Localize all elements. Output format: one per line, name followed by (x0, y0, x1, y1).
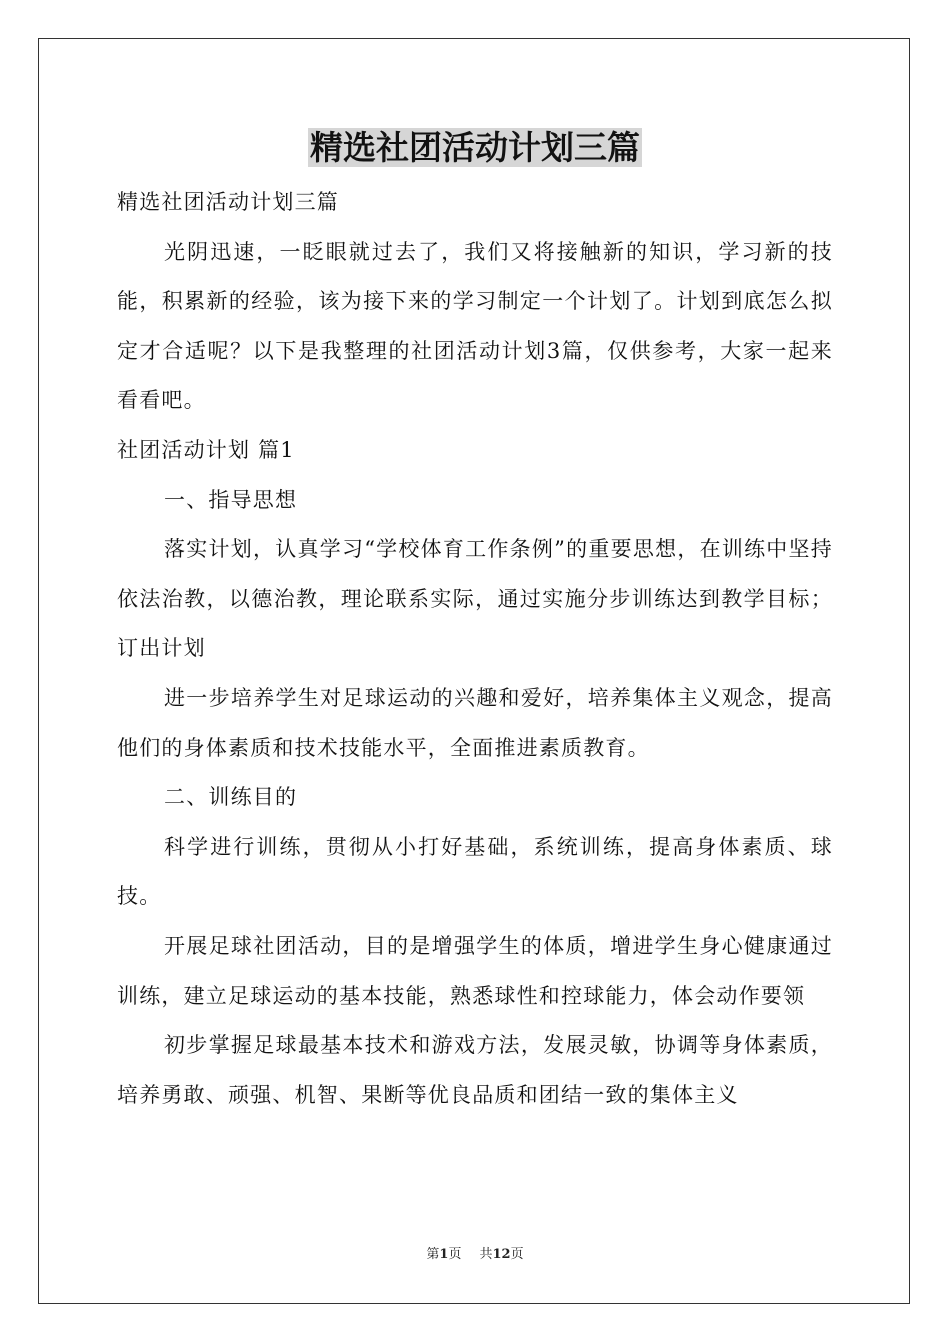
page-prefix: 第 (426, 1247, 440, 1262)
paragraph: 精选社团活动计划三篇 (117, 190, 339, 214)
total-prefix: 共 (479, 1247, 493, 1262)
total-suffix: 页 (510, 1247, 524, 1262)
page-footer (0, 1246, 950, 1264)
paragraph: 开展足球社团活动，目的是增强学生的体质，增进学生身心健康通过训练，建立足球运动的基本技能，熟悉球性和控球能力，体会动作要领 (117, 933, 833, 1008)
page-number: 1 (439, 1247, 449, 1262)
paragraph: 科学进行训练，贯彻从小打好基础，系统训练，提高身体素质、球技。 (117, 834, 833, 909)
document-title (0, 126, 950, 170)
paragraph: 落实计划，认真学习“学校体育工作条例”的重要思想，在训练中坚持依法治教，以德治教，理论联系实际，通过实施分步训练达到教学目标；订出计划 (117, 537, 833, 661)
subsection-heading: 二、训练目的 (164, 785, 298, 810)
paragraph: 光阴迅速，一眨眼就过去了，我们又将接触新的知识，学习新的技能，积累新的经验，该为接下来的学习制定一个计划了。计划到底怎么拟定才合适呢？以下是我整理的社团活动计划3篇，仅供参考，大家一起来看看吧。 (117, 239, 833, 413)
paragraph: 初步掌握足球最基本技术和游戏方法，发展灵敏，协调等身体素质，培养勇敢、顽强、机智、果断等优良品质和团结一致的集体主义 (117, 1033, 833, 1107)
document-body (117, 178, 833, 1120)
page-suffix: 页 (448, 1247, 462, 1262)
paragraph: 进一步培养学生对足球运动的兴趣和爱好，培养集体主义观念，提高他们的身体素质和技术技能水平，全面推进素质教育。 (117, 685, 833, 760)
section-heading: 社团活动计划 篇1 (117, 437, 295, 462)
total-pages: 12 (492, 1247, 511, 1262)
subsection-heading: 一、指导思想 (164, 487, 298, 512)
document-title-text: 精选社团活动计划三篇 (310, 128, 640, 167)
